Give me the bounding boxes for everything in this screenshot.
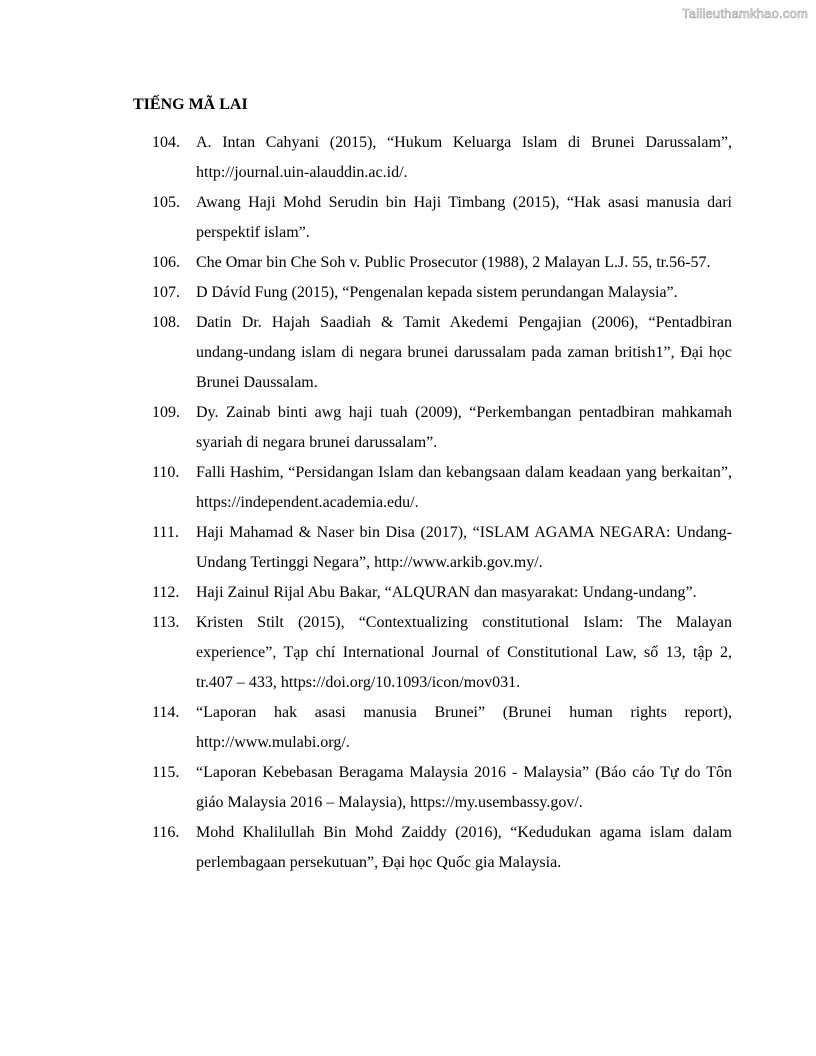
reference-number: 109. (152, 404, 180, 421)
reference-text: “Laporan Kebebasan Beragama Malaysia 2016 - Malaysia” (Báo cáo Tự do Tôn giáo Malaysia 2016 – Malaysia), https://my.usembassy.gov/. (196, 764, 732, 811)
reference-item (0, 758, 816, 818)
reference-text: A. Intan Cahyani (2015), “Hukum Keluarga Islam di Brunei Darussalam”, http://journal.uin-alauddin.ac.id/. (196, 134, 732, 181)
reference-item (0, 308, 816, 398)
reference-number: 106. (152, 254, 180, 271)
watermark-text: Tailieuthamkhao.com (682, 6, 808, 21)
reference-text: D Dávíd Fung (2015), “Pengenalan kepada sistem perundangan Malaysia”. (196, 284, 678, 301)
reference-number: 108. (152, 314, 180, 331)
reference-item (0, 398, 816, 458)
reference-item (0, 278, 816, 308)
reference-number: 113. (152, 614, 180, 631)
reference-text: Mohd Khalilullah Bin Mohd Zaiddy (2016), “Kedudukan agama islam dalam perlembagaan persekutuan”, Đại học Quốc gia Malaysia. (196, 824, 732, 871)
reference-item (0, 188, 816, 248)
reference-item (0, 578, 816, 608)
reference-number: 105. (152, 194, 180, 211)
reference-number: 111. (152, 524, 179, 541)
reference-item (0, 128, 816, 188)
reference-text: “Laporan hak asasi manusia Brunei” (Brunei human rights report), http://www.mulabi.org/. (196, 704, 732, 751)
reference-item (0, 608, 816, 698)
reference-number: 107. (152, 284, 180, 301)
reference-text: Datin Dr. Hajah Saadiah & Tamit Akedemi Pengajian (2006), “Pentadbiran undang-undang islam di negara brunei darussalam pada zaman british1”, Đại học Brunei Daussalam. (196, 314, 732, 391)
reference-text: Awang Haji Mohd Serudin bin Haji Timbang (2015), “Hak asasi manusia dari perspektif islam”. (196, 194, 732, 241)
reference-number: 114. (152, 704, 180, 721)
reference-number: 110. (152, 464, 180, 481)
reference-text: Falli Hashim, “Persidangan Islam dan kebangsaan dalam keadaan yang berkaitan”, https://independent.academia.edu/. (196, 464, 732, 511)
reference-text: Dy. Zainab binti awg haji tuah (2009), “Perkembangan pentadbiran mahkamah syariah di negara brunei darussalam”. (196, 404, 732, 451)
reference-item (0, 248, 816, 278)
reference-item (0, 818, 816, 878)
reference-list (0, 128, 816, 878)
reference-item (0, 458, 816, 518)
reference-text: Haji Mahamad & Naser bin Disa (2017), “ISLAM AGAMA NEGARA: Undang-Undang Tertinggi Negara”, http://www.arkib.gov.my/. (196, 524, 732, 571)
reference-text: Kristen Stilt (2015), “Contextualizing constitutional Islam: The Malayan experience”, Tạp chí International Journal of Constitutional Law, số 13, tập 2, tr.407 – 433, https://doi.org/10.1093/icon/mov031. (196, 614, 732, 691)
reference-number: 115. (152, 764, 180, 781)
section-heading: TIẾNG MÃ LAI (133, 96, 248, 113)
reference-item (0, 698, 816, 758)
reference-number: 116. (152, 824, 180, 841)
reference-number: 104. (152, 134, 180, 151)
reference-text: Che Omar bin Che Soh v. Public Prosecutor (1988), 2 Malayan L.J. 55, tr.56-57. (196, 254, 711, 271)
reference-text: Haji Zainul Rijal Abu Bakar, “ALQURAN dan masyarakat: Undang-undang”. (196, 584, 697, 601)
reference-number: 112. (152, 584, 180, 601)
reference-item (0, 518, 816, 578)
